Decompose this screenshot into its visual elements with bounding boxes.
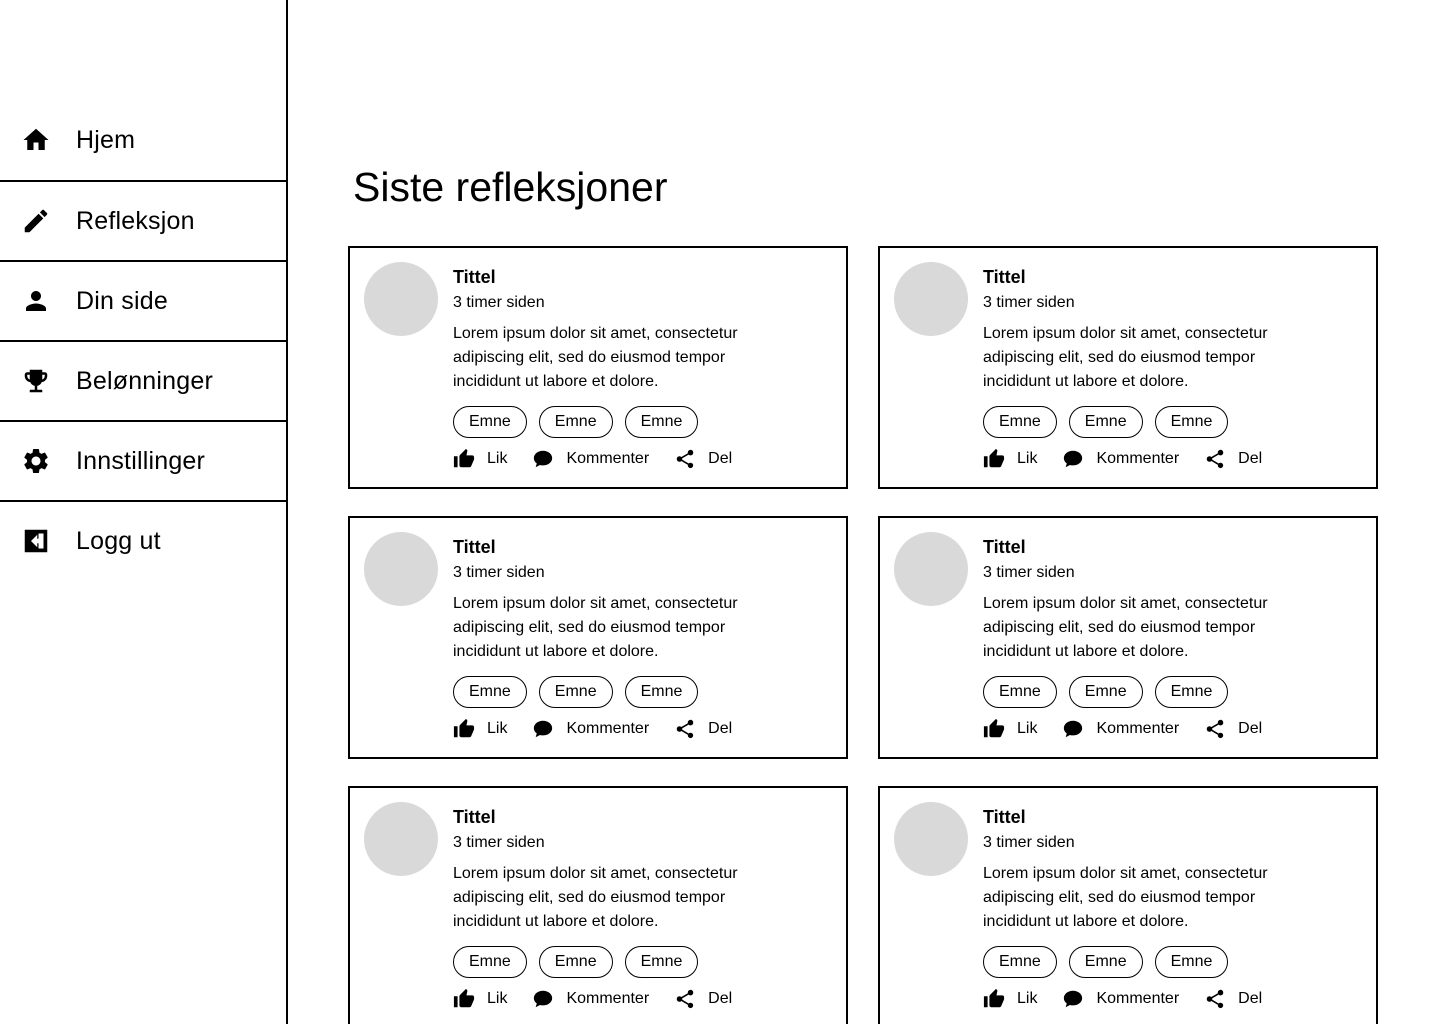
comment-label: Kommenter <box>566 450 650 467</box>
share-button[interactable] <box>1204 988 1262 1010</box>
thumbs-up-icon <box>983 988 1005 1010</box>
reflection-card[interactable] <box>348 786 848 1024</box>
comment-button[interactable] <box>1062 718 1179 740</box>
comment-button[interactable] <box>532 718 649 740</box>
share-button[interactable] <box>1204 448 1262 470</box>
card-body <box>453 535 833 741</box>
card-text: Lorem ipsum dolor sit amet, consectetur adipiscing elit, sed do eiusmod tempor incididunt ut labore et dolore. <box>983 325 1268 390</box>
share-label: Del <box>1238 450 1263 467</box>
home-icon <box>20 124 52 156</box>
sidebar-item-label: Belønninger <box>76 366 214 395</box>
share-icon <box>674 448 696 470</box>
card-text: Lorem ipsum dolor sit amet, consectetur adipiscing elit, sed do eiusmod tempor incididunt ut labore et dolore. <box>983 595 1268 660</box>
sidebar-item-refleksjon[interactable] <box>0 180 286 260</box>
share-button[interactable] <box>674 718 732 740</box>
card-text: Lorem ipsum dolor sit amet, consectetur adipiscing elit, sed do eiusmod tempor incididunt ut labore et dolore. <box>983 865 1268 930</box>
tag-chip[interactable]: Emne <box>983 406 1057 438</box>
tag-chip[interactable]: Emne <box>983 676 1057 708</box>
card-title[interactable]: Tittel <box>453 537 496 557</box>
reflection-card[interactable] <box>348 246 848 489</box>
sidebar-item-logg-ut[interactable] <box>0 500 286 580</box>
tag-chip[interactable]: Emne <box>539 946 613 978</box>
card-actions <box>983 987 1363 1011</box>
thumbs-up-icon <box>453 448 475 470</box>
comment-button[interactable] <box>1062 448 1179 470</box>
like-label: Lik <box>1017 990 1038 1007</box>
trophy-icon <box>20 365 52 397</box>
person-icon <box>20 285 52 317</box>
share-label: Del <box>1238 720 1263 737</box>
tag-list <box>453 406 833 438</box>
page-title: Siste refleksjoner <box>353 164 668 210</box>
sidebar-item-din-side[interactable] <box>0 260 286 340</box>
like-label: Lik <box>487 990 508 1007</box>
sidebar-item-label: Logg ut <box>76 526 161 555</box>
tag-chip[interactable]: Emne <box>453 676 527 708</box>
tag-chip[interactable]: Emne <box>453 946 527 978</box>
tag-chip[interactable]: Emne <box>1069 676 1143 708</box>
share-icon <box>1204 718 1226 740</box>
card-actions <box>453 447 833 471</box>
comment-button[interactable] <box>532 448 649 470</box>
card-timestamp: 3 timer siden <box>453 834 545 851</box>
card-timestamp: 3 timer siden <box>453 294 545 311</box>
comment-label: Kommenter <box>566 990 650 1007</box>
pencil-icon <box>20 205 52 237</box>
share-label: Del <box>1238 990 1263 1007</box>
avatar[interactable] <box>894 262 968 336</box>
thumbs-up-icon <box>453 718 475 740</box>
like-label: Lik <box>487 720 508 737</box>
card-actions <box>983 717 1363 741</box>
avatar[interactable] <box>364 262 438 336</box>
comment-icon <box>1062 718 1084 740</box>
comment-icon <box>532 448 554 470</box>
like-label: Lik <box>1017 720 1038 737</box>
share-icon <box>674 718 696 740</box>
logout-icon <box>20 525 52 557</box>
card-body <box>983 265 1363 471</box>
comment-button[interactable] <box>532 988 649 1010</box>
sidebar-item-label: Refleksjon <box>76 206 195 235</box>
tag-chip[interactable]: Emne <box>1155 676 1229 708</box>
card-title[interactable]: Tittel <box>453 807 496 827</box>
card-title[interactable]: Tittel <box>453 267 496 287</box>
tag-list <box>453 676 833 708</box>
like-label: Lik <box>1017 450 1038 467</box>
like-button[interactable] <box>983 988 1037 1010</box>
avatar[interactable] <box>364 532 438 606</box>
comment-icon <box>1062 988 1084 1010</box>
card-text: Lorem ipsum dolor sit amet, consectetur adipiscing elit, sed do eiusmod tempor incididunt ut labore et dolore. <box>453 595 738 660</box>
like-button[interactable] <box>983 718 1037 740</box>
comment-icon <box>532 988 554 1010</box>
sidebar-item-belonninger[interactable] <box>0 340 286 420</box>
card-grid <box>348 246 1378 1024</box>
share-button[interactable] <box>674 988 732 1010</box>
avatar[interactable] <box>894 532 968 606</box>
like-button[interactable] <box>453 988 507 1010</box>
card-title[interactable]: Tittel <box>983 267 1026 287</box>
card-title[interactable]: Tittel <box>983 807 1026 827</box>
tag-list <box>983 946 1363 978</box>
comment-icon <box>532 718 554 740</box>
tag-chip[interactable]: Emne <box>539 676 613 708</box>
share-icon <box>674 988 696 1010</box>
card-actions <box>453 717 833 741</box>
share-icon <box>1204 988 1226 1010</box>
tag-chip[interactable]: Emne <box>539 406 613 438</box>
avatar[interactable] <box>894 802 968 876</box>
share-button[interactable] <box>674 448 732 470</box>
share-label: Del <box>708 990 733 1007</box>
like-label: Lik <box>487 450 508 467</box>
tag-chip[interactable]: Emne <box>1155 406 1229 438</box>
share-label: Del <box>708 450 733 467</box>
thumbs-up-icon <box>983 718 1005 740</box>
share-label: Del <box>708 720 733 737</box>
card-actions <box>453 987 833 1011</box>
like-button[interactable] <box>983 448 1037 470</box>
like-button[interactable] <box>453 448 507 470</box>
card-body <box>983 805 1363 1011</box>
card-text: Lorem ipsum dolor sit amet, consectetur adipiscing elit, sed do eiusmod tempor incididunt ut labore et dolore. <box>453 865 738 930</box>
comment-label: Kommenter <box>1096 720 1180 737</box>
sidebar-item-label: Din side <box>76 286 168 315</box>
tag-list <box>983 406 1363 438</box>
reflection-card[interactable] <box>348 516 848 759</box>
tag-chip[interactable]: Emne <box>625 946 699 978</box>
share-button[interactable] <box>1204 718 1262 740</box>
share-icon <box>1204 448 1226 470</box>
card-actions <box>983 447 1363 471</box>
tag-list <box>453 946 833 978</box>
card-body <box>453 265 833 471</box>
like-button[interactable] <box>453 718 507 740</box>
sidebar-item-hjem[interactable] <box>0 100 286 180</box>
avatar[interactable] <box>364 802 438 876</box>
tag-list <box>983 676 1363 708</box>
sidebar-item-label: Hjem <box>76 125 136 154</box>
sidebar <box>0 0 288 1024</box>
card-timestamp: 3 timer siden <box>983 834 1075 851</box>
sidebar-item-innstillinger[interactable] <box>0 420 286 500</box>
card-timestamp: 3 timer siden <box>983 564 1075 581</box>
comment-button[interactable] <box>1062 988 1179 1010</box>
tag-chip[interactable]: Emne <box>625 676 699 708</box>
comment-label: Kommenter <box>1096 450 1180 467</box>
thumbs-up-icon <box>983 448 1005 470</box>
tag-chip[interactable]: Emne <box>1155 946 1229 978</box>
reflection-card[interactable] <box>878 786 1378 1024</box>
sidebar-nav <box>0 100 286 580</box>
tag-chip[interactable]: Emne <box>453 406 527 438</box>
card-body <box>453 805 833 1011</box>
comment-label: Kommenter <box>566 720 650 737</box>
comment-icon <box>1062 448 1084 470</box>
gear-icon <box>20 445 52 477</box>
thumbs-up-icon <box>453 988 475 1010</box>
card-text: Lorem ipsum dolor sit amet, consectetur adipiscing elit, sed do eiusmod tempor incididunt ut labore et dolore. <box>453 325 738 390</box>
tag-chip[interactable]: Emne <box>983 946 1057 978</box>
card-body <box>983 535 1363 741</box>
tag-chip[interactable]: Emne <box>625 406 699 438</box>
card-title[interactable]: Tittel <box>983 537 1026 557</box>
card-timestamp: 3 timer siden <box>453 564 545 581</box>
tag-chip[interactable]: Emne <box>1069 946 1143 978</box>
card-timestamp: 3 timer siden <box>983 294 1075 311</box>
sidebar-item-label: Innstillinger <box>76 446 206 475</box>
tag-chip[interactable]: Emne <box>1069 406 1143 438</box>
reflection-card[interactable] <box>878 246 1378 489</box>
comment-label: Kommenter <box>1096 990 1180 1007</box>
reflection-card[interactable] <box>878 516 1378 759</box>
